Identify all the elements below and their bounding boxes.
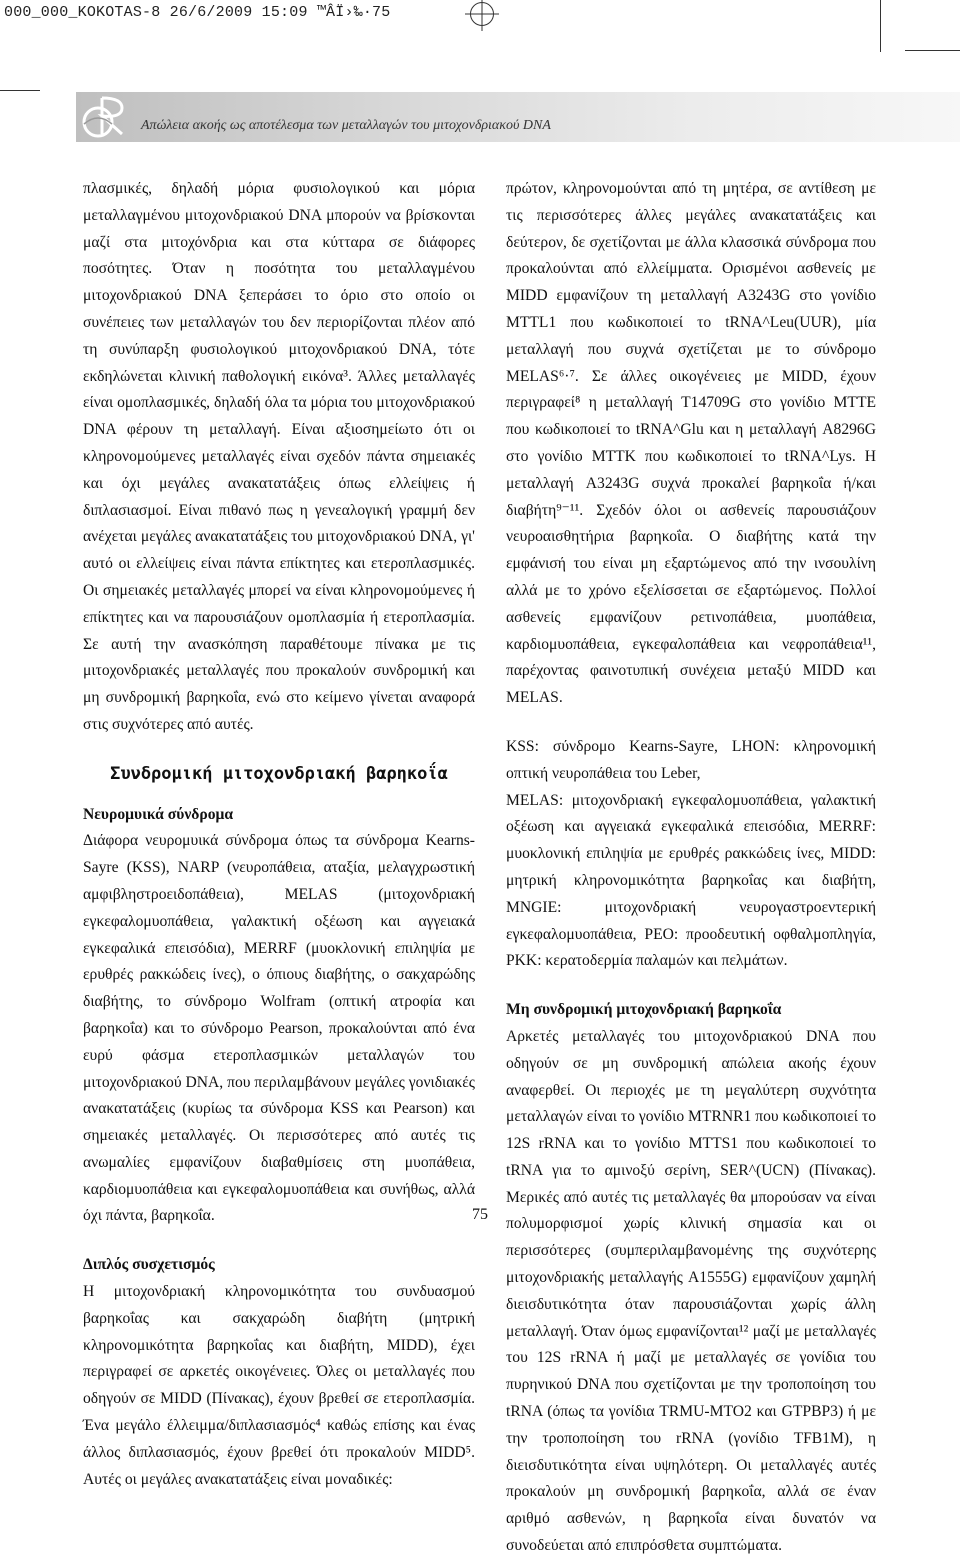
subheading: Μη συνδρομική μιτοχονδριακή βαρηκοΐα <box>506 1001 782 1019</box>
page-number: 75 <box>472 1206 488 1223</box>
subheading: Νευρομυικά σύνδρομα <box>83 805 234 823</box>
paragraph: Διάφορα νευρομυικά σύνδρομα όπως τα σύνδρομα Kearns-Sayre (KSS), NARP (νευροπάθεια, αταξία, μελαγχρωστική αμφιβληστροειδοπάθεια), MELAS (μιτοχονδριακή εγκεφαλομυοπάθεια, γαλακτική οξέωση και αγγειακά εγκεφαλικά επεισόδια), MERRF (μυοκλονική επιληψία με ερυθρές ρακκώδεις ίνες), ο όπιους διαβήτης, ο σακχαρώδης διαβήτης, το σύνδρομο Wolfram (οπτική ατροφία και βαρηκοΐα) και το σύνδρομο Pearson, προκαλούνται από ένα ευρύ φάσμα ετεροπλασμικών μεταλλαγών του μιτοχονδριακού DNA, που περιλαμβάνουν μεγάλες γονιδιακές ανακατατάξεις (κυρίως τα σύνδρομα KSS και Pearson) και σημειακές μεταλλαγές. Οι περισσότερες από αυτές τις ανωμαλίες εμφανίζουν διαβαθμίσεις στη μυοπάθεια, καρδιομυοπάθεια και εγκεφαλομυοπάθεια και συνήθως, αλλά όχι πάντα, βαρηκοΐα. <box>83 832 475 1225</box>
right-column <box>506 176 876 1560</box>
abbreviations-line: KSS: σύνδρομο Kearns-Sayre, LHON: κληρονομική οπτική νευροπάθεια του Leber, <box>506 737 876 782</box>
crop-mark <box>0 90 40 91</box>
paragraph: Η μιτοχονδριακή κληρονομικότητα του συνδυασμού βαρηκοΐας και σακχαρώδη διαβήτη (μητρική κληρονομικότητα βαρηκοΐας και διαβήτη, MIDD), έχει περιγραφεί σε αρκετές οικογένειες. Όλες οι μεταλλαγές που οδηγούν σε MIDD (Πίνακας), έχουν βρεθεί σε ετεροπλασμία. Ένα μεγάλο έλλειμμα/διπλασιασμός⁴ καθώς επίσης και ένας άλλος διπλασιασμός, έχουν βρεθεί ότι προκαλούν MIDD⁵. Αυτές οι μεγάλες ανακατατάξεις είναι μοναδικές: <box>83 1283 475 1488</box>
subheading: Διπλός συσχετισμός <box>83 1256 215 1274</box>
print-slug: 000_000_KOKOTAS-8 26/6/2009 15:09 ™ÂÏ›‰·75 <box>4 4 391 21</box>
left-column <box>83 176 475 1493</box>
crop-mark <box>905 50 960 51</box>
abbreviations-block: MELAS: μιτοχονδριακή εγκεφαλομυοπάθεια, γαλακτική οξέωση και αγγειακά εγκεφαλικά επεισόδια, MERRF: μυοκλονική επιληψία με ερυθρές ρακκώδεις ίνες, MIDD: μητρική κληρονομικότητα βαρηκοΐας και διαβήτη, MNGIE: μιτοχονδριακή νευρογαστροεντερική εγκεφαλομυοπάθεια, PEO: προοδευτική οφθαλμοπληγία, PKK: κερατοδερμία παλαμών και πελμάτων. <box>506 791 876 970</box>
running-head: Απώλεια ακοής ως αποτέλεσμα των μεταλλαγών του μιτοχονδριακού DNA <box>141 118 551 133</box>
paragraph: πλασμικές, δηλαδή μόρια φυσιολογικού και μόρια μεταλλαγμένου μιτοχονδριακού DNA μπορούν να βρίσκονται μαζί στα μιτοχόνδρια και στα κύτταρα σε διάφορες ποσότητες. Όταν η ποσότητα του μεταλλαγμένου μιτοχονδριακού DNA ξεπεράσει το όριο στο οποίο οι συνέπειες των μεταλλαγών του δεν περιορίζονται πλέον από τη συνύπαρξη φυσιολογικού μιτοχονδριακού DNA, τότε εκδηλώνεται κλινική παθολογική εικόνα³. Άλλες μεταλλαγές είναι ομοπλασμικές, δηλαδή όλα τα μόρια του μιτοχονδριακού DNA φέρουν τη μεταλλαγή. Είναι αξιοσημείωτο ότι οι κληρονομούμενες μεταλλαγές είναι σχεδόν πάντα σημειακές και όχι μεγάλες ανακατατάξεις όπως ελλείψεις ή διπλασιασμοί. Είναι πιθανό πως η γενεαλογική γραμμή δεν ανέχεται μεγάλες ανακατατάξεις του μιτοχονδριακού DNA, γι' αυτό οι ελλείψεις είναι πάντα επίκτητες και ετεροπλασμικές. Οι σημειακές μεταλλαγές μπορεί να είναι κληρονομούμενες ή επίκτητες και να παρουσιάζουν ομοπλασμία ή ετεροπλασμία. Σε αυτή την ανασκόπηση παραθέτουμε πίνακα με τις μιτοχονδριακές μεταλλαγές που προκαλούν συνδρομική και μη συνδρομική βαρηκοΐα, ενώ στο κείμενο γίνεται αναφορά στις συχνότερες από αυτές. <box>83 180 475 733</box>
journal-logo-icon <box>78 94 134 142</box>
crop-mark <box>880 0 881 52</box>
section-title: Συνδρομική μιτοχονδριακή βαρηκοΐα <box>110 763 448 784</box>
header-band <box>76 92 960 142</box>
paragraph: Αρκετές μεταλλαγές του μιτοχονδριακού DNA που οδηγούν σε μη συνδρομική απώλεια ακοής έχουν αναφερθεί. Οι περιοχές με τη μεγαλύτερη συχνότητα μεταλλαγών είναι το γονίδιο MTRNR1 που κωδικοποιεί το 12S rRNA και το γονίδιο MTTS1 που κωδικοποιεί το tRNA για το αμινοξύ σερίνη, SER^(UCN) (Πίνακας). Μερικές από αυτές τις μεταλλαγές θα μπορούσαν να είναι πολυμορφισμοί χωρίς κλινική σημασία και οι περισσότερες (συμπεριλαμβανομένης της συχνότερης μιτοχονδριακής μεταλλαγής A1555G) εμφανίζουν χαμηλή διεισδυτικότητα όταν παρουσιάζονται χωρίς άλλη μεταλλαγή. Όταν όμως εμφανίζονται¹² μαζί με μεταλλαγές του 12S rRNA ή μαζί με μεταλλαγές σε γονίδια του πυρηνικού DNA που σχετίζονται με την τροποποίηση του tRNA (όπως τα γονίδια TRMU-MTO2 και GTPBP3) ή με την τροποποίηση του rRNA (γονίδιο TFB1M), η διεισδυτικότητα είναι υψηλότερη. Οι μεταλλαγές αυτές προκαλούν μη συνδρομική βαρηκοΐα, αλλά σε έναν αριθμό ασθενών, η βαρηκοΐα είναι δυνατόν να συνοδεύεται από επιπρόσθετα συμπτώματα. <box>506 1027 876 1555</box>
registration-mark-icon <box>470 2 494 26</box>
paragraph: πρώτον, κληρονομούνται από τη μητέρα, σε αντίθεση με τις περισσότερες άλλες μεγάλες ανακατατάξεις και δεύτερον, δε σχετίζονται με άλλα κλασσικά σύνδρομα που προκαλούνται από ελλείμματα. Ορισμένοι ασθενείς με MIDD εμφανίζουν τη μεταλλαγή A3243G στο γονίδιο MTTL1 που κωδικοποιεί το tRNA^Leu(UUR), μία μεταλλαγή που συχνά σχετίζεται με το σύνδρομο MELAS⁶·⁷. Σε άλλες οικογένειες με MIDD, έχουν περιγραφεί⁸ η μεταλλαγή T14709G στο γονίδιο MTTE που κωδικοποιεί το tRNA^Glu και η μεταλλαγή A8296G στο γονίδιο MTTK που κωδικοποιεί το tRNA^Lys. Η μεταλλαγή A3243G συχνά προκαλεί βαρηκοΐα ή/και διαβήτη⁹⁻¹¹. Σχεδόν όλοι οι ασθενείς παρουσιάζουν νευροαισθητήρια βαρηκοΐα. Ο διαβήτης κατά την εμφάνισή του είναι μη εξαρτώμενος από την ινσουλίνη αλλά με το χρόνο εξελίσσεται σε εξαρτώμενος. Πολλοί ασθενείς εμφανίζουν ρετινοπάθεια, μυοπάθεια, καρδιομυοπάθεια, εγκεφαλοπάθεια και νεφροπάθεια¹¹, παρέχοντας φαινοτυπική συνέχεια μεταξύ MIDD και MELAS. <box>506 180 876 707</box>
